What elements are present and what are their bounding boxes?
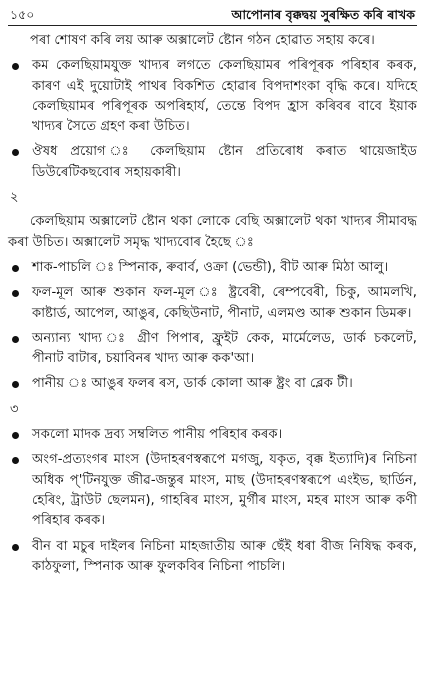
intro-paragraph: পৰা শোষণ কৰি লয় আৰু অক্সালেট ষ্টোন গঠন হোৱাত সহায় কৰে। — [30, 33, 375, 48]
bullet-icon — [12, 544, 19, 551]
bullet-icon — [12, 290, 19, 297]
list-item-text: বীন বা মচুৰ দাইলৰ নিচিনা মাহজাতীয় আৰু ছেঁই ধৰা বীজ নিষিদ্ধ কৰক, কাঠফুলা, স্পিনাক আৰু ফুলকবিৰ নিচিনা পাচলি। — [32, 538, 417, 574]
list-item — [8, 329, 417, 370]
section2-list — [8, 258, 417, 395]
list-item — [8, 425, 417, 445]
list-item — [8, 283, 417, 324]
bullet-icon — [12, 63, 19, 70]
list-item — [8, 537, 417, 578]
section1-list — [8, 56, 417, 183]
bullet-icon — [12, 265, 19, 272]
section-number-2: ২ — [10, 190, 19, 206]
list-item-text: অংগ-প্ৰত্যংগৰ মাংস (উদাহৰণস্বৰূপে মগজু, যকৃত, বৃক্ক ইত্যাদি)ৰ নিচিনা অধিক প্'টিনযুক্ত জীৱ-জন্তুৰ মাংস, মাছ (উদাহৰণস্বৰূপে এংইভ, ছাৰ্ডিন, হেৰিং, ট্ৰাউট ছেলমন), গাহৰিৰ মাংস, মুৰ্গীৰ মাংস, মহৰ মাংস আৰু কণী পৰিহাৰ কৰক। — [32, 452, 417, 529]
bullet-icon — [12, 149, 19, 156]
section-number-3: ৩ — [10, 401, 19, 417]
bullet-icon — [12, 381, 19, 388]
bullet-icon — [12, 336, 19, 343]
bullet-icon — [12, 432, 19, 439]
bullet-icon — [12, 457, 19, 464]
list-item — [8, 258, 417, 278]
list-item — [8, 450, 417, 531]
list-item-text: সকলো মাদক দ্ৰব্য সম্বলিত পানীয় পৰিহাৰ কৰক। — [32, 427, 283, 443]
section2-paragraph: কেলছিয়াম অক্সালেট ষ্টোন থকা লোকে বেছি অক্সালেট থকা খাদ্যৰ সীমাবদ্ধ কৰা উচিত। অক্সালেট সমৃদ্ধ খাদ্যবোৰ হৈছে ঃ — [8, 214, 417, 250]
list-item — [8, 142, 417, 183]
list-item-text: শাক-পাচলি ঃ স্পিনাক, ৰুবাৰ্ব, ওক্ৰা (ভেন্ডী), বীট আৰু মিঠা আলু। — [32, 259, 389, 275]
running-title: আপোনাৰ বৃক্কদ্বয় সুৰক্ষিত কৰি ৰাখক — [231, 7, 415, 22]
list-item-text: পানীয় ঃ আঙুৰ ফলৰ ৰস, ডাৰ্ক কোলা আৰু ষ্ট্ৰং বা ব্লেক টী। — [32, 376, 353, 392]
list-item-text: ফল-মূল আৰু শুকান ফল-মূল ঃ ষ্ট্ৰবেৰী, ৰেম্পবেৰী, চিকু, আমলখি, কাষ্টাৰ্ড, আপেল, আঙুৰ, কেছিউনাট, পীনাট, এলমণ্ড আৰু শুকান ডিমৰু। — [32, 285, 417, 321]
list-item-text: অন্যান্য খাদ্য ঃ গ্ৰীণ পিপাৰ, ফ্ৰুইট কেক, মাৰ্মেলেড, ডাৰ্ক চকলেট, পীনাট বাটাৰ, চয়াবিনৰ খাদ্য আৰু কক'আ। — [32, 330, 417, 367]
list-item-text: কম কেলছিয়ামযুক্ত খাদ্যৰ লগতে কেলছিয়ামৰ পৰিপূৰক পৰিহাৰ কৰক, কাৰণ এই দুয়োটাই পাথৰ বিকশিত হোৱাৰ বিপদাশংকা বৃদ্ধি কৰে। যদিহে কেলছিয়ামৰ পৰিপূৰক অপৰিহাৰ্য, তেন্তে বিপদ হ্ৰাস কৰিবৰ বাবে ইয়াক খাদ্যৰ সৈতে গ্ৰহণ কৰা উচিত। — [32, 58, 417, 135]
section3-list — [8, 425, 417, 577]
list-item-text: ঔষধ প্ৰয়োগ ঃ কেলছিয়াম ষ্টোন প্ৰতিৰোধ কৰাত থায়েজাইড ডিউৰেটিকছবোৰ সহায়কাৰী। — [32, 144, 417, 180]
list-item — [8, 56, 417, 137]
page-header — [8, 0, 417, 26]
page-number: ১৫০ — [10, 7, 35, 22]
page-content — [8, 26, 417, 577]
list-item — [8, 374, 417, 394]
